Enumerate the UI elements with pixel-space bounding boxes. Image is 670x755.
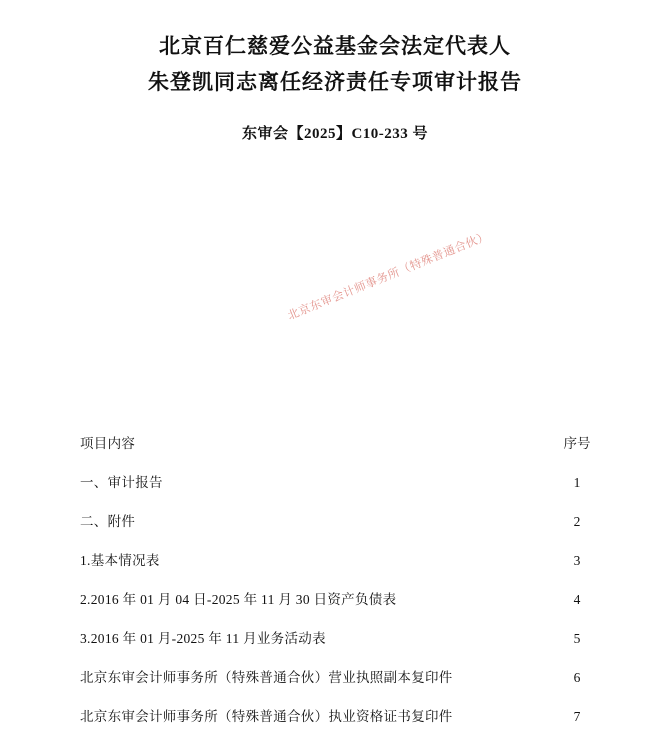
contents-item-num: 2: [573, 514, 581, 529]
table-row: [0, 627, 670, 666]
table-row: [0, 666, 670, 705]
document-title: [0, 0, 670, 100]
contents-item-label: 1.基本情况表: [80, 553, 160, 568]
document-number: 东审会【2025】C10-233 号: [241, 126, 429, 142]
contents-item-num: 3: [573, 553, 581, 568]
table-row: [0, 705, 670, 744]
watermark-stamp: [286, 230, 491, 348]
table-row: [0, 510, 670, 549]
contents-item-label: 3.2016 年 01 月-2025 年 11 月业务活动表: [80, 631, 326, 646]
contents-header-num: 序号: [563, 436, 591, 451]
contents-item-num: 1: [573, 475, 581, 490]
contents-item-num: 6: [573, 670, 581, 685]
contents-item-label: 一、审计报告: [80, 475, 163, 490]
contents-header-label: 项目内容: [80, 436, 136, 451]
contents-item-num: 4: [573, 592, 581, 607]
table-row: [0, 549, 670, 588]
contents-header-row: [0, 432, 670, 471]
contents-table: [0, 432, 670, 744]
watermark-text: 北京东审会计师事务所（特殊普通合伙）: [286, 230, 491, 323]
table-row: [0, 471, 670, 510]
contents-item-label: 北京东审会计师事务所（特殊普通合伙）营业执照副本复印件: [80, 670, 453, 685]
contents-item-num: 5: [573, 631, 581, 646]
title-line-1: 北京百仁慈爱公益基金会法定代表人: [159, 34, 511, 58]
title-line-2: 朱登凯同志离任经济责任专项审计报告: [148, 70, 522, 94]
contents-item-label: 北京东审会计师事务所（特殊普通合伙）执业资格证书复印件: [80, 709, 453, 724]
table-row: [0, 588, 670, 627]
contents-item-label: 二、附件: [80, 514, 136, 529]
contents-item-num: 7: [573, 709, 581, 724]
contents-item-label: 2.2016 年 01 月 04 日-2025 年 11 月 30 日资产负债表: [80, 592, 397, 607]
